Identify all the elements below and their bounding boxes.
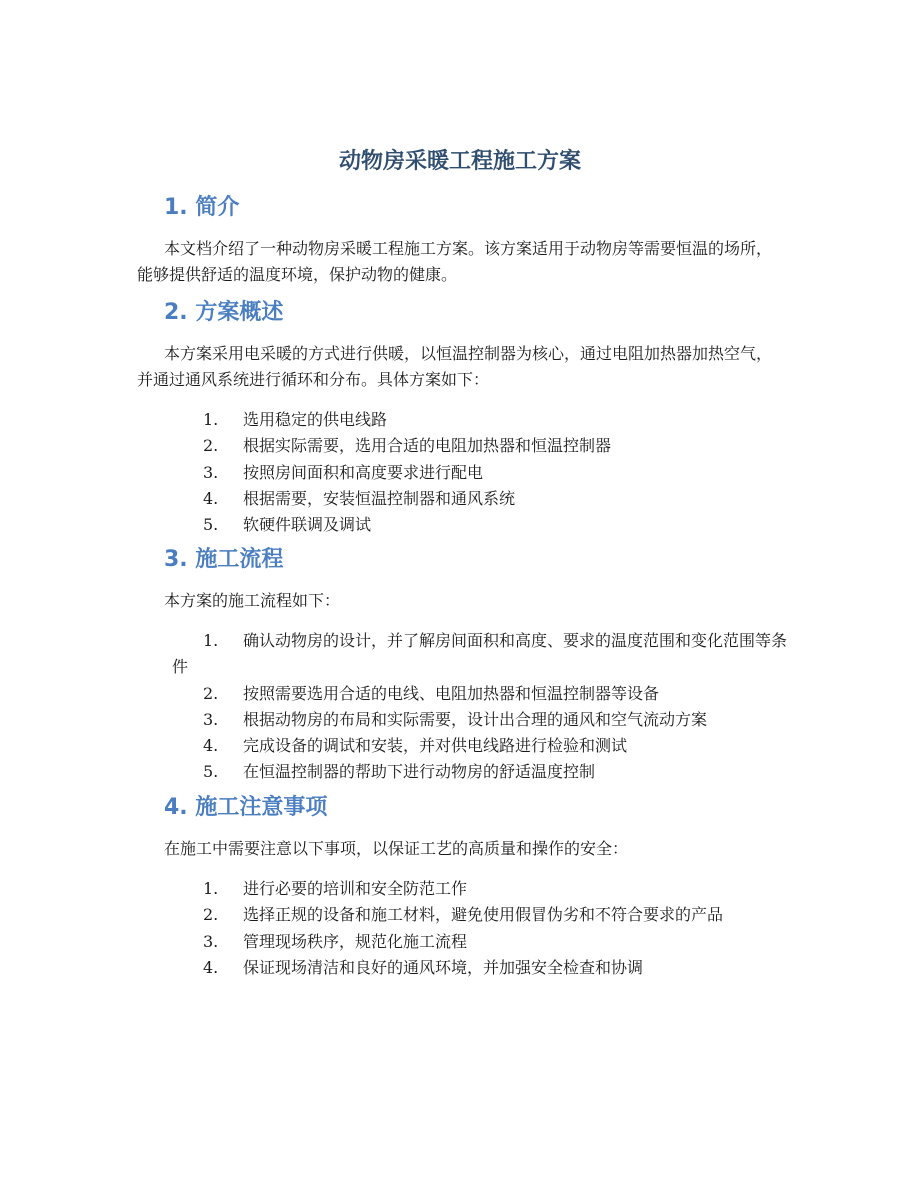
list-item (137, 681, 787, 707)
section-paragraph: 本方案的施工流程如下： (164, 591, 341, 610)
list-text: 根据需要，安装恒温控制器和通风系统 (243, 488, 516, 508)
list-number: 3. (203, 462, 219, 482)
list-number: 1. (203, 410, 219, 429)
section-paragraph: 在施工中需要注意以下事项，以保证工艺的高质量和操作的安全： (164, 839, 629, 858)
list-text: 选择正规的设备和施工材料，避免使用假冒伪劣和不符合要求的产品 (243, 905, 724, 925)
list-text: 保证现场清洁和良好的通风环境，并加强安全检查和协调 (243, 957, 644, 977)
list-item (137, 759, 787, 785)
section-introduction (137, 192, 787, 288)
overview-list (137, 407, 787, 538)
list-text: 软硬件联调及调试 (243, 515, 372, 535)
list-item (137, 512, 787, 538)
list-number: 3. (203, 931, 219, 951)
list-item (137, 876, 787, 902)
list-item (137, 707, 787, 733)
list-item (137, 902, 787, 928)
list-item (137, 486, 787, 512)
list-item (137, 628, 787, 681)
list-number: 1. (203, 631, 219, 650)
list-item (137, 433, 787, 459)
list-item (137, 460, 787, 486)
list-item (137, 929, 787, 955)
section-overview (137, 297, 787, 538)
list-number: 4. (203, 488, 219, 508)
list-text: 按照需要选用合适的电线、电阻加热器和恒温控制器等设备 (243, 683, 660, 703)
list-number: 2. (203, 905, 219, 925)
list-item (137, 955, 787, 981)
list-number: 3. (203, 709, 219, 729)
list-number: 5. (203, 762, 219, 782)
list-number: 4. (203, 957, 219, 977)
document-title: 动物房采暖工程施工方案 (338, 148, 581, 174)
section-heading: 2. 方案概述 (164, 300, 284, 325)
list-item (137, 733, 787, 759)
section-construction-process (137, 544, 787, 786)
list-text: 在恒温控制器的帮助下进行动物房的舒适温度控制 (243, 762, 596, 782)
precautions-list (137, 876, 787, 981)
section-heading: 3. 施工流程 (164, 547, 284, 572)
section-paragraph: 本文档介绍了一种动物房采暖工程施工方案。该方案适用于动物房等需要恒温的场所，能够提供舒适的温度环境，保护动物的健康。 (137, 239, 773, 284)
list-text: 确认动物房的设计，并了解房间面积和高度、要求的温度范围和变化范围等条件 (172, 631, 788, 677)
list-item (137, 407, 787, 433)
list-number: 2. (203, 436, 219, 456)
list-text: 完成设备的调试和安装，并对供电线路进行检验和测试 (243, 736, 628, 756)
list-number: 1. (203, 879, 219, 898)
list-text: 选用稳定的供电线路 (243, 410, 388, 429)
section-heading: 4. 施工注意事项 (164, 795, 328, 820)
list-number: 2. (203, 683, 219, 703)
section-precautions (137, 792, 787, 981)
list-number: 5. (203, 515, 219, 535)
list-text: 按照房间面积和高度要求进行配电 (243, 462, 484, 482)
list-text: 进行必要的培训和安全防范工作 (243, 879, 468, 898)
section-paragraph: 本方案采用电采暖的方式进行供暖，以恒温控制器为核心，通过电阻加热器加热空气，并通过通风系统进行循环和分布。具体方案如下： (137, 344, 773, 389)
list-number: 4. (203, 736, 219, 756)
list-text: 管理现场秩序，规范化施工流程 (243, 931, 468, 951)
section-heading: 1. 简介 (164, 195, 240, 220)
process-list (137, 628, 787, 786)
list-text: 根据实际需要，选用合适的电阻加热器和恒温控制器 (243, 436, 612, 456)
list-text: 根据动物房的布局和实际需要，设计出合理的通风和空气流动方案 (243, 709, 708, 729)
